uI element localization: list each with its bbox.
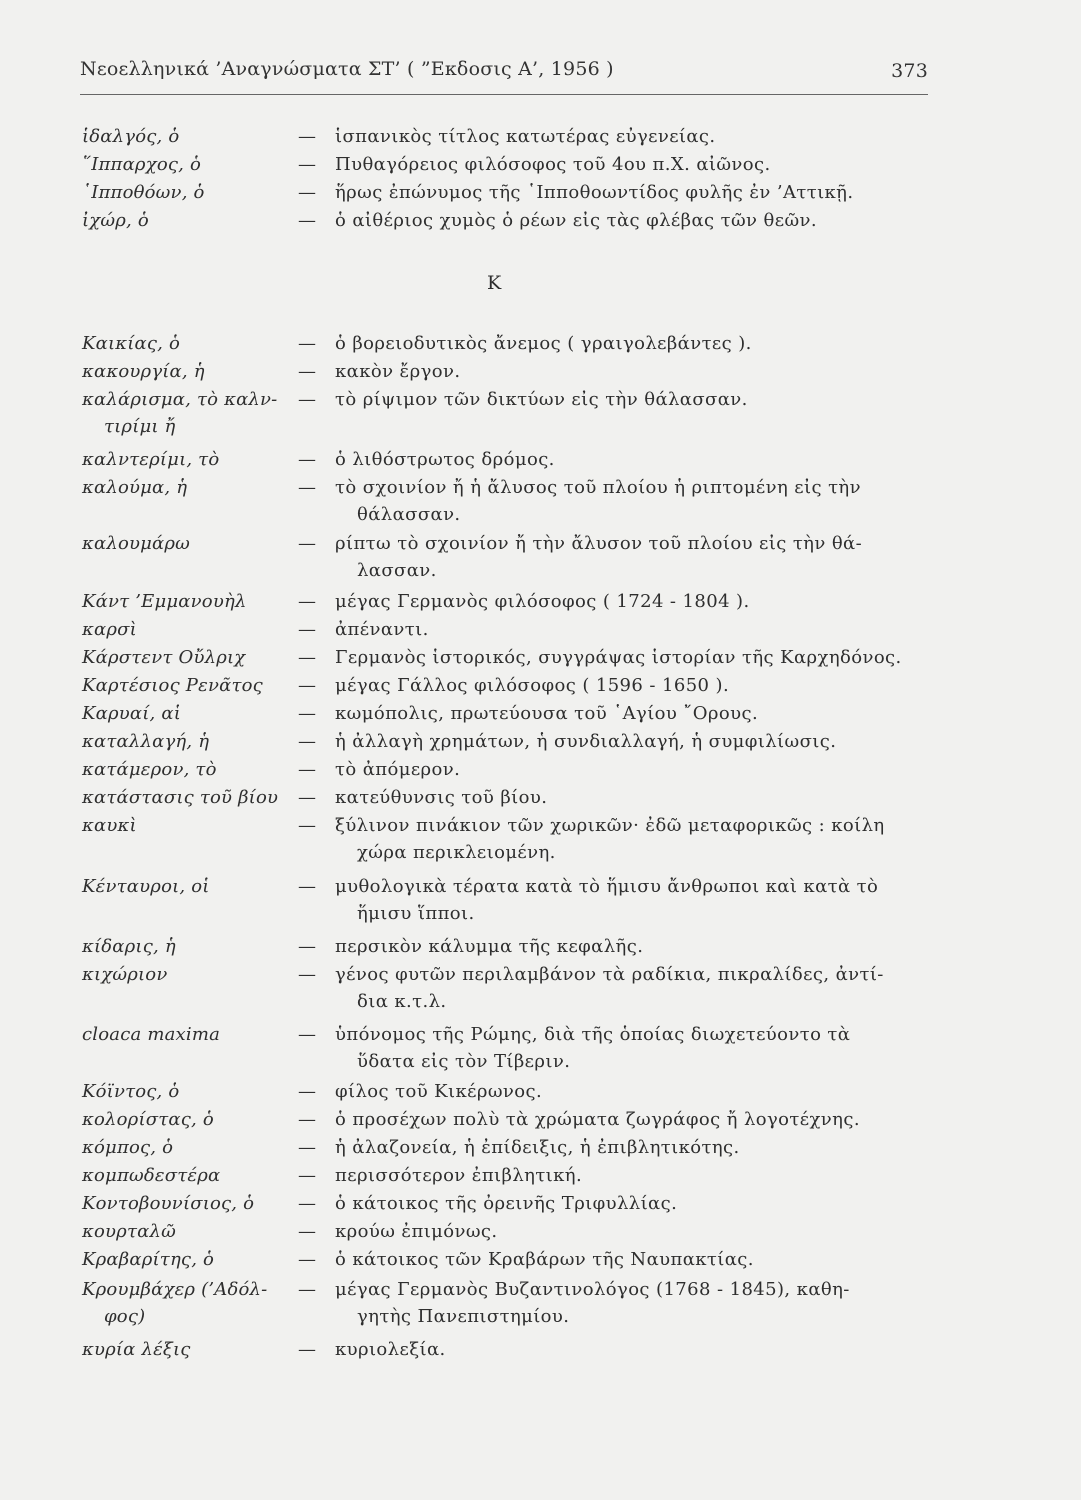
entry-definition xyxy=(335,474,925,529)
entry-term: κόμπος, ὁ xyxy=(82,1137,174,1158)
entry-definition xyxy=(335,873,925,928)
entry-term: καταλλαγή, ἡ xyxy=(82,731,210,752)
entry-dash: — xyxy=(298,675,316,696)
entry-definition xyxy=(335,1190,925,1217)
entry-dash: — xyxy=(298,182,316,203)
entry-term: κατάμερον, τὸ xyxy=(82,759,217,780)
entry-dash: — xyxy=(298,333,316,354)
entry-definition-text: ἥρως ἐπώνυμος τῆς ῾Ιπποθοωντίδος φυλῆς ἐν ’Αττικῇ. xyxy=(335,182,854,203)
entry-term: καλούμα, ἡ xyxy=(82,477,188,498)
entry-term: cloaca maxima xyxy=(82,1024,221,1045)
entry-definition xyxy=(335,386,925,413)
entry-dash: — xyxy=(298,647,316,668)
entry-definition-text: μέγας Γερμανὸς φιλόσοφος ( 1724 - 1804 ). xyxy=(335,591,750,612)
entry-dash: — xyxy=(298,815,316,836)
entry-definition xyxy=(335,812,925,867)
entry-dash: — xyxy=(298,449,316,470)
entry-term: Καικίας, ὁ xyxy=(82,333,181,354)
entry-dash: — xyxy=(298,533,316,554)
entry-definition xyxy=(335,530,925,585)
entry-definition xyxy=(335,1106,925,1133)
entry-term: κιχώριον xyxy=(82,964,168,985)
entry-term: κίδαρις, ἡ xyxy=(82,936,176,957)
entry-term: Κόϊντος, ὁ xyxy=(82,1081,180,1102)
entry-definition xyxy=(335,1218,925,1245)
entry-dash: — xyxy=(298,1339,316,1360)
entry-term: κουρταλῶ xyxy=(82,1221,176,1242)
entry-definition xyxy=(335,446,925,473)
entry-definition xyxy=(335,1276,925,1331)
entry-definition-continuation: χώρα περικλειομένη. xyxy=(357,842,556,864)
entry-definition xyxy=(335,179,925,206)
entry-term-continuation: φος) xyxy=(104,1306,146,1328)
entry-definition xyxy=(335,933,925,960)
entry-dash: — xyxy=(298,759,316,780)
entry-term: Κάρστεντ Οὔλριχ xyxy=(82,647,246,668)
entry-definition-text: μέγας Γερμανὸς Βυζαντινολόγος (1768 - 1845), καθη- xyxy=(335,1279,850,1300)
entry-dash: — xyxy=(298,477,316,498)
entry-definition xyxy=(335,330,925,357)
header-title: Νεοελληνικά ’Αναγνώσματα ΣΤ’ ( ”Εκδοσις Α’, 1956 ) xyxy=(80,58,614,80)
entry-definition xyxy=(335,151,925,178)
entry-definition xyxy=(335,700,925,727)
entry-term-continuation: τιρίμι ἤ xyxy=(104,416,176,438)
entry-term: Καρυαί, αἱ xyxy=(82,703,181,724)
entry-definition-text: ἀπέναντι. xyxy=(335,619,429,640)
entry-dash: — xyxy=(298,731,316,752)
entry-definition-text: κρούω ἐπιμόνως. xyxy=(335,1221,498,1242)
entry-dash: — xyxy=(298,619,316,640)
entry-dash: — xyxy=(298,936,316,957)
entry-definition-text: ὁ λιθόστρωτος δρόμος. xyxy=(335,449,555,470)
entry-dash: — xyxy=(298,1193,316,1214)
entry-dash: — xyxy=(298,876,316,897)
entry-term: Κραβαρίτης, ὁ xyxy=(82,1249,215,1270)
entry-definition-text: ὑπόνομος τῆς Ρώμης, διὰ τῆς ὁποίας διωχετεύοντο τὰ xyxy=(335,1024,851,1045)
entry-definition-text: Πυθαγόρειος φιλόσοφος τοῦ 4ου π.Χ. αἰῶνος. xyxy=(335,154,771,175)
entry-term: ἱδαλγός, ὁ xyxy=(82,126,180,147)
entry-term: Καρτέσιος Ρενᾶτος xyxy=(82,675,263,696)
entry-definition-text: ρίπτω τὸ σχοινίον ἤ τὴν ἄλυσον τοῦ πλοίου εἰς τὴν θά- xyxy=(335,533,863,554)
entry-definition-text: ὁ προσέχων πολὺ τὰ χρώματα ζωγράφος ἤ λογοτέχνης. xyxy=(335,1109,860,1130)
entry-term: Κοντοβουνίσιος, ὁ xyxy=(82,1193,255,1214)
entry-term: ῞Ιππαρχος, ὁ xyxy=(82,154,202,175)
entry-dash: — xyxy=(298,1249,316,1270)
section-letter: Κ xyxy=(487,272,503,294)
entry-definition-text: τὸ σχοινίον ἤ ἡ ἄλυσος τοῦ πλοίου ἡ ριπτομένη εἰς τὴν xyxy=(335,477,861,498)
entry-dash: — xyxy=(298,1137,316,1158)
entry-definition-text: μυθολογικὰ τέρατα κατὰ τὸ ἥμισυ ἄνθρωποι καὶ κατὰ τὸ xyxy=(335,876,879,897)
entry-definition-text: ἱσπανικὸς τίτλος κατωτέρας εὐγενείας. xyxy=(335,126,716,147)
entry-definition-continuation: ἥμισυ ἵπποι. xyxy=(357,903,475,925)
entry-term: κολορίστας, ὁ xyxy=(82,1109,214,1130)
entry-definition xyxy=(335,1246,925,1273)
entry-definition xyxy=(335,1021,925,1076)
entry-definition xyxy=(335,672,925,699)
entry-term: κακουργία, ἡ xyxy=(82,361,205,382)
entry-definition-text: γένος φυτῶν περιλαμβάνον τὰ ραδίκια, πικραλίδες, ἀντί- xyxy=(335,964,884,985)
entry-definition xyxy=(335,1134,925,1161)
entry-term: Κρουμβάχερ (’Αδόλ- φος) xyxy=(82,1276,292,1331)
entry-definition-text: ἡ ἀλλαγὴ χρημάτων, ἡ συνδιαλλαγή, ἡ συμφιλίωσις. xyxy=(335,731,837,752)
entry-definition-text: φίλος τοῦ Κικέρωνος. xyxy=(335,1081,543,1102)
entry-dash: — xyxy=(298,126,316,147)
running-header xyxy=(80,58,928,88)
entry-term: καλουμάρω xyxy=(82,533,191,554)
entry-definition-text: περσικὸν κάλυμμα τῆς κεφαλῆς. xyxy=(335,936,644,957)
entry-term: ἰχώρ, ὁ xyxy=(82,210,149,231)
entry-term: καλντερίμι, τὸ xyxy=(82,449,220,470)
entry-dash: — xyxy=(298,1221,316,1242)
entry-dash: — xyxy=(298,964,316,985)
entry-definition xyxy=(335,123,925,150)
entry-dash: — xyxy=(298,1165,316,1186)
entry-term: καυκὶ xyxy=(82,815,137,836)
entry-definition xyxy=(335,207,925,234)
entry-definition-text: Γερμανὸς ἱστορικός, συγγράψας ἱστορίαν τῆς Καρχηδόνος. xyxy=(335,647,902,668)
entry-definition-continuation: γητὴς Πανεπιστημίου. xyxy=(357,1306,570,1328)
entry-term: Κένταυροι, οἱ xyxy=(82,876,210,897)
page-number: 373 xyxy=(891,60,928,82)
entry-definition xyxy=(335,961,925,1016)
entry-definition-text: μέγας Γάλλος φιλόσοφος ( 1596 - 1650 ). xyxy=(335,675,730,696)
entry-definition-continuation: ὕδατα εἰς τὸν Τίβεριν. xyxy=(357,1051,571,1073)
entry-definition-continuation: λασσαν. xyxy=(357,560,437,582)
entry-term: καλάρισμα, τὸ καλν- τιρίμι ἤ xyxy=(82,386,292,441)
entry-term: Κάντ ’Εμμανουὴλ xyxy=(82,591,247,612)
entry-definition xyxy=(335,1336,925,1363)
entry-definition-continuation: θάλασσαν. xyxy=(357,504,461,526)
entry-term: καρσὶ xyxy=(82,619,137,640)
header-rule xyxy=(80,94,928,95)
entry-dash: — xyxy=(298,1279,316,1300)
entry-definition xyxy=(335,1162,925,1189)
entry-definition xyxy=(335,644,925,671)
entry-definition-text: ξύλινον πινάκιον τῶν χωρικῶν· ἐδῶ μεταφορικῶς : κοίλη xyxy=(335,815,885,836)
entry-dash: — xyxy=(298,210,316,231)
entry-definition-text: ὁ κάτοικος τῆς ὀρεινῆς Τριφυλλίας. xyxy=(335,1193,678,1214)
entry-dash: — xyxy=(298,703,316,724)
entry-dash: — xyxy=(298,591,316,612)
entry-definition xyxy=(335,616,925,643)
entry-definition xyxy=(335,756,925,783)
entry-definition-continuation: δια κ.τ.λ. xyxy=(357,991,447,1013)
entry-definition-text: ἡ ἀλαζονεία, ἡ ἐπίδειξις, ἡ ἐπιβλητικότης. xyxy=(335,1137,740,1158)
entry-term: κυρία λέξις xyxy=(82,1339,191,1360)
entry-definition xyxy=(335,1078,925,1105)
entry-dash: — xyxy=(298,1081,316,1102)
entry-definition-text: περισσότερον ἐπιβλητική. xyxy=(335,1165,583,1186)
entry-definition-text: κωμόπολις, πρωτεύουσα τοῦ ῾Αγίου ῎Ορους. xyxy=(335,703,759,724)
entry-dash: — xyxy=(298,389,316,410)
entry-definition xyxy=(335,588,925,615)
entry-dash: — xyxy=(298,1109,316,1130)
entry-term: ῾Ιπποθόων, ὁ xyxy=(82,182,205,203)
entry-definition xyxy=(335,728,925,755)
entry-definition-text: ὁ βορειοδυτικὸς ἄνεμος ( γραιγολεβάντες ). xyxy=(335,333,752,354)
entry-dash: — xyxy=(298,154,316,175)
entry-definition-text: τὸ ρίψιμον τῶν δικτύων εἰς τὴν θάλασσαν. xyxy=(335,389,748,410)
entry-definition-text: ὁ κάτοικος τῶν Κραβάρων τῆς Ναυπακτίας. xyxy=(335,1249,754,1270)
entry-dash: — xyxy=(298,1024,316,1045)
entry-term: κομπωδεστέρα xyxy=(82,1165,221,1186)
entry-definition-text: ὁ αἰθέριος χυμὸς ὁ ρέων εἰς τὰς φλέβας τῶν θεῶν. xyxy=(335,210,818,231)
entry-definition-text: τὸ ἀπόμερον. xyxy=(335,759,461,780)
entry-dash: — xyxy=(298,361,316,382)
entry-term: κατάστασις τοῦ βίου xyxy=(82,787,279,808)
entry-definition xyxy=(335,784,925,811)
entry-definition-text: κυριολεξία. xyxy=(335,1339,446,1360)
entry-definition-text: κατεύθυνσις τοῦ βίου. xyxy=(335,787,548,808)
entry-definition xyxy=(335,358,925,385)
entry-definition-text: κακὸν ἔργον. xyxy=(335,361,461,382)
entry-dash: — xyxy=(298,787,316,808)
